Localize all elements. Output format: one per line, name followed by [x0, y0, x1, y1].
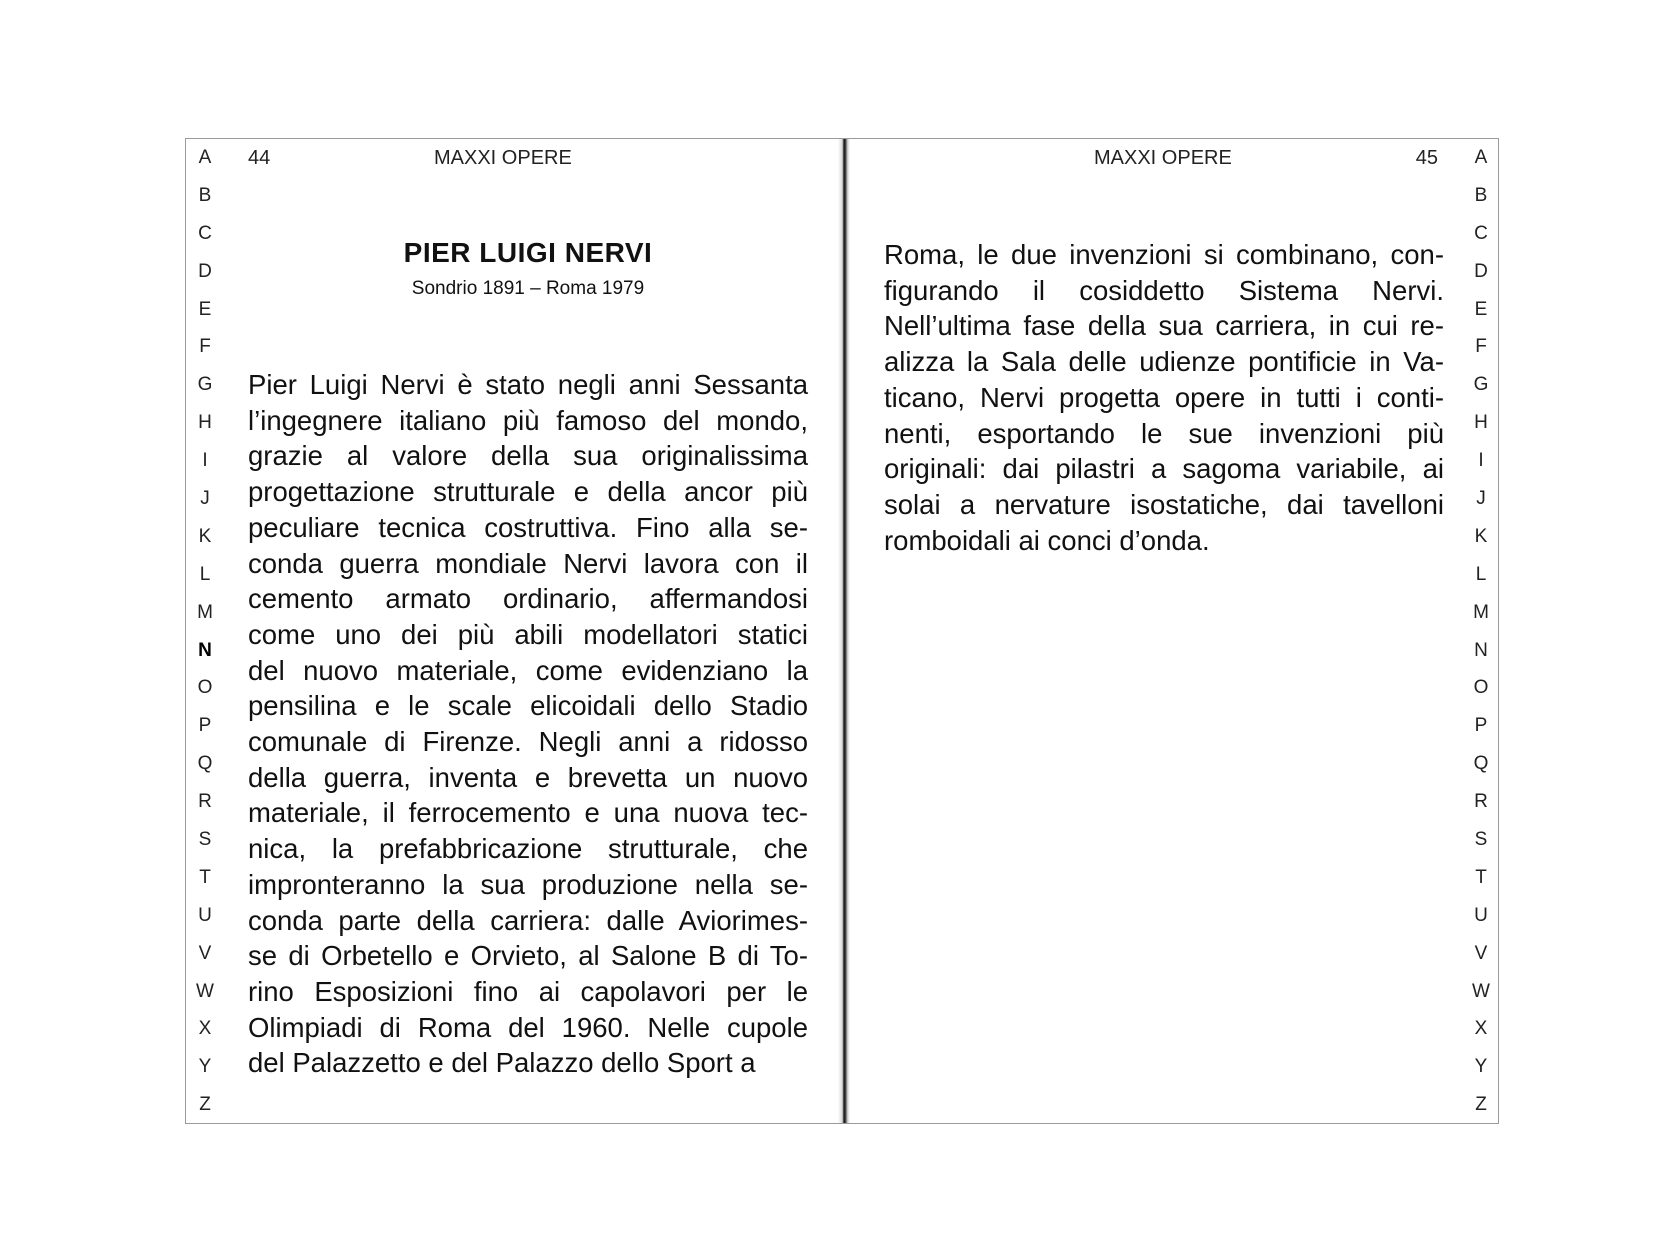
index-letter-d: D [1474, 260, 1488, 282]
index-letter-m: M [197, 601, 213, 623]
index-letter-s: S [198, 829, 212, 851]
index-letter-u: U [1474, 904, 1488, 926]
index-letter-l: L [1475, 563, 1487, 585]
index-letter-u: U [198, 904, 212, 926]
index-letter-j: J [200, 488, 210, 510]
index-letter-v: V [1474, 942, 1488, 964]
index-letter-t: T [199, 866, 211, 888]
index-letter-z: Z [1475, 1094, 1487, 1116]
text-line: comunale di Firenze. Negli anni a ridosso [248, 726, 808, 758]
index-letter-c: C [1474, 222, 1488, 244]
index-letter-w: W [196, 980, 214, 1002]
text-line: del Palazzetto e del Palazzo dello Sport a [248, 1047, 756, 1079]
index-letter-g: G [197, 374, 213, 396]
index-letter-r: R [1474, 791, 1488, 813]
text-line: l’ingegnere italiano più famoso del mondo, [248, 404, 808, 436]
index-letter-c: C [198, 222, 212, 244]
left-page [186, 139, 838, 1123]
index-letter-w: W [1472, 980, 1490, 1002]
entry-subtitle: Sondrio 1891 – Roma 1979 [411, 278, 645, 299]
entry-header [248, 237, 808, 300]
text-line: nica, la prefabbricazione strutturale, che [248, 833, 808, 865]
book-spread [185, 138, 1499, 1124]
index-letter-q: Q [1473, 753, 1489, 775]
index-letter-b: B [198, 184, 212, 206]
index-letter-i: I [202, 450, 208, 472]
text-line: conda guerra mondiale Nervi lavora con il [248, 547, 808, 579]
index-letter-n: N [198, 639, 212, 661]
index-letter-a: A [198, 147, 212, 168]
index-letter-g: G [1473, 374, 1489, 396]
index-letter-b: B [1474, 184, 1488, 206]
text-line: peculiare tecnica costruttiva. Fino alla se- [248, 511, 808, 543]
body-text [884, 237, 1444, 558]
index-letter-v: V [198, 942, 212, 964]
body-text [248, 367, 808, 1081]
index-letter-n: N [1474, 639, 1488, 661]
running-head: MAXXI OPERE [434, 147, 572, 169]
index-letter-z: Z [199, 1094, 211, 1116]
text-line: ticano, Nervi progetta opere in tutti i conti- [884, 381, 1444, 413]
text-line: solai a nervature isostatiche, dai tavelloni [884, 488, 1444, 520]
index-letter-o: O [197, 677, 213, 699]
index-letter-h: H [198, 412, 212, 434]
text-line: progettazione strutturale e della ancor più [248, 476, 808, 508]
index-letter-i: I [1478, 450, 1484, 472]
text-line: pensilina e le scale elicoidali dello Stadio [248, 690, 808, 722]
text-line: alizza la Sala delle udienze pontificie in Va- [884, 346, 1444, 378]
page-number: 44 [248, 147, 271, 169]
entry-title: PIER LUIGI NERVI [403, 237, 653, 268]
text-line: Roma, le due invenzioni si combinano, con- [884, 239, 1444, 270]
text-line: Olimpiadi di Roma del 1960. Nelle cupole [248, 1011, 808, 1043]
text-line: Nell’ultima fase della sua carriera, in cui re- [884, 310, 1444, 342]
text-line: impronteranno la sua produzione nella se- [248, 868, 808, 900]
index-letter-h: H [1474, 412, 1488, 434]
index-letter-j: J [1476, 488, 1486, 510]
text-line: figurando il cosiddetto Sistema Nervi. [884, 274, 1444, 306]
index-letter-l: L [199, 563, 211, 585]
index-letter-e: E [1474, 298, 1488, 320]
running-head: MAXXI OPERE [1094, 147, 1232, 169]
index-letter-k: K [198, 525, 212, 547]
text-line: originali: dai pilastri a sagoma variabile, ai [884, 453, 1444, 485]
index-letter-s: S [1474, 829, 1488, 851]
text-line: come uno dei più abili modellatori statici [248, 618, 808, 650]
index-letter-p: P [1474, 715, 1488, 737]
text-line: nenti, esportando le sue invenzioni più [884, 417, 1444, 449]
text-line: della guerra, inventa e brevetta un nuovo [248, 761, 808, 793]
page-number: 45 [1415, 147, 1438, 169]
text-line: cemento armato ordinario, affermandosi [248, 583, 808, 615]
right-page [850, 139, 1500, 1123]
index-letter-o: O [1473, 677, 1489, 699]
text-line: del nuovo materiale, come evidenziano la [248, 654, 808, 686]
text-line: grazie al valore della sua originalissima [248, 440, 808, 472]
alphabet-index-left [190, 147, 220, 1132]
index-letter-p: P [198, 715, 212, 737]
text-line: conda parte della carriera: dalle Aviorimes- [248, 904, 808, 936]
text-line: materiale, il ferrocemento e una nuova tec- [248, 797, 808, 829]
text-line: se di Orbetello e Orvieto, al Salone B di To- [248, 940, 808, 972]
index-letter-q: Q [197, 753, 213, 775]
index-letter-y: Y [198, 1056, 212, 1078]
index-letter-a: A [1474, 147, 1488, 168]
index-letter-y: Y [1474, 1056, 1488, 1078]
text-line: rino Esposizioni fino ai capolavori per le [248, 975, 808, 1007]
book-gutter [838, 139, 850, 1123]
index-letter-k: K [1474, 525, 1488, 547]
index-letter-x: X [1474, 1018, 1488, 1040]
index-letter-d: D [198, 260, 212, 282]
text-line: romboidali ai conci d’onda. [884, 524, 1210, 556]
alphabet-index-right [1466, 147, 1496, 1132]
index-letter-f: F [1475, 336, 1487, 358]
index-letter-e: E [198, 298, 212, 320]
index-letter-f: F [199, 336, 211, 358]
index-letter-t: T [1475, 866, 1487, 888]
index-letter-r: R [198, 791, 212, 813]
index-letter-x: X [198, 1018, 212, 1040]
index-letter-m: M [1473, 601, 1489, 623]
text-line: Pier Luigi Nervi è stato negli anni Sessanta [248, 369, 808, 400]
